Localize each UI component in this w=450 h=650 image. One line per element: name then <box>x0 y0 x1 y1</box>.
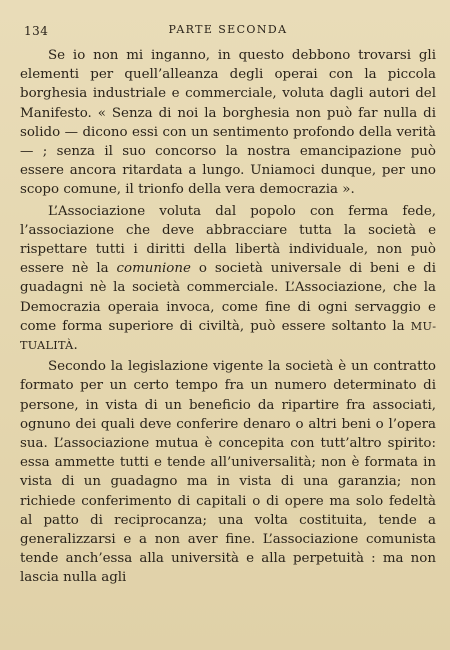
small-caps-term-mutualita: MUTUALITÀ <box>20 319 436 353</box>
paragraph-2-text-c: . <box>73 338 78 354</box>
paragraph-1: Se io non mi inganno, in questo debbono trovarsi gli elementi per quell’alleanza degli operai con la piccola borghesia industriale e commerciale, voluta dagli autori del Manifesto. « Senza di noi la borghesia non può far nulla di solido — dicono essi con un sentimento profondo della verità — ; senza il suo concorso la nostra emancipazione può essere ancora ritardata a lungo. Uniamoci dunque, per uno scopo comune, il trionfo della vera democrazia ». <box>20 48 436 198</box>
paragraph-2-text-b: o società universale di beni e di guadagni nè la società commerciale. L’Associazione, che la Democrazia operaia invoca, come fine di ogni servaggio e come forma superiore di civiltà, può essere soltanto la <box>20 261 436 334</box>
paragraph-2-text-a: L’Associazione voluta dal popolo con ferma fede, l’associazione che deve abbracciare tutta la società e rispettare tutti i diritti della libertà individuale, non può essere nè la <box>20 203 436 277</box>
body-text <box>20 46 436 588</box>
paragraph-3: Secondo la legislazione vigente la società è un contratto formato per un certo tempo fra un numero determinato di persone, in vista di un beneficio da ripartire fra associati, ognuno dei quali deve conferire denaro o altri beni o l’opera sua. L’associazione mutua è concepita con tutt’altro spirito: essa ammette tutti e tende all’universalità; non è formata in vista di un guadagno ma in vista di una garanzia; non richiede conferimento di capitali o di opere ma solo fedeltà al patto di reciprocanza; una volta costituita, tende a generalizzarsi e a non aver fine. L’associazione comunista tende anch’essa alla università e alla perpetuità : ma non lascia nulla agli <box>20 359 436 586</box>
page-number: 134 <box>24 24 49 38</box>
running-title: PARTE SECONDA <box>168 23 288 36</box>
italic-term-comunione: comunione <box>116 261 191 277</box>
paragraph-2 <box>20 202 436 356</box>
page-header <box>20 20 436 46</box>
